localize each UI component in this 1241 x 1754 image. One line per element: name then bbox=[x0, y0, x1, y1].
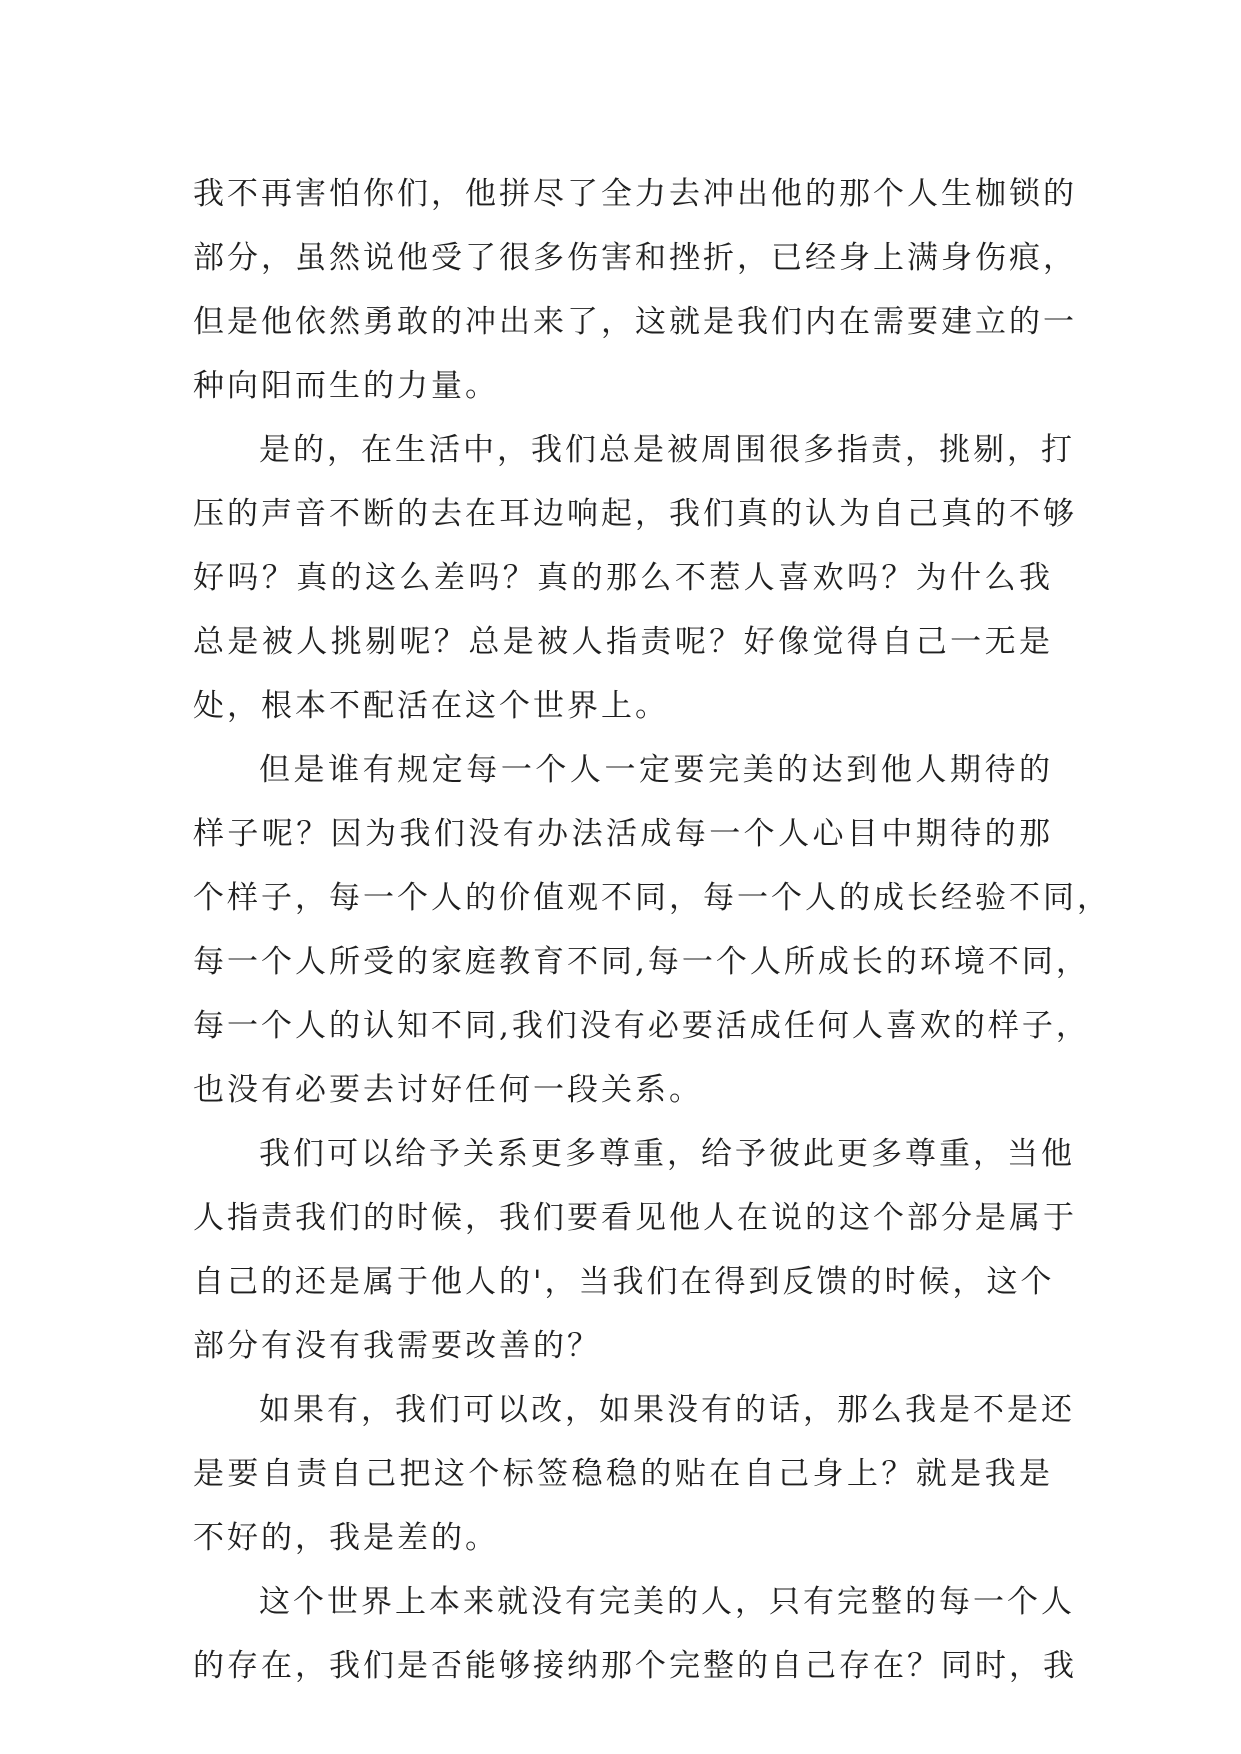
paragraph-first-line: 如果有，我们可以改，如果没有的话，那么我是不是还 bbox=[259, 1392, 1075, 1428]
text-line: 好吗？真的这么差吗？真的那么不惹人喜欢吗？为什么我 bbox=[193, 560, 1053, 596]
text-line: 我不再害怕你们，他拼尽了全力去冲出他的那个人生枷锁的 bbox=[193, 176, 1077, 212]
text-line: 部分，虽然说他受了很多伤害和挫折，已经身上满身伤痕， bbox=[193, 240, 1077, 276]
text-line: 但是他依然勇敢的冲出来了，这就是我们内在需要建立的一 bbox=[193, 304, 1077, 340]
paragraph-first-line: 我们可以给予关系更多尊重，给予彼此更多尊重，当他 bbox=[259, 1136, 1075, 1172]
text-line: 处，根本不配活在这个世界上。 bbox=[193, 688, 669, 724]
text-line: 每一个人的认知不同,我们没有必要活成任何人喜欢的样子， bbox=[193, 1008, 1090, 1044]
text-line: 个样子，每一个人的价值观不同，每一个人的成长经验不同， bbox=[193, 880, 1111, 916]
paragraph-first-line: 是的，在生活中，我们总是被周围很多指责，挑剔，打 bbox=[259, 432, 1075, 468]
text-line: 的存在，我们是否能够接纳那个完整的自己存在？同时，我 bbox=[193, 1648, 1077, 1684]
text-line: 每一个人所受的家庭教育不同,每一个人所成长的环境不同， bbox=[193, 944, 1090, 980]
text-line: 种向阳而生的力量。 bbox=[193, 368, 499, 404]
text-line: 总是被人挑剔呢？总是被人指责呢？好像觉得自己一无是 bbox=[193, 624, 1053, 660]
paragraph-first-line: 但是谁有规定每一个人一定要完美的达到他人期待的 bbox=[259, 752, 1053, 788]
text-line: 不好的，我是差的。 bbox=[193, 1520, 499, 1556]
document-body-text bbox=[193, 162, 1111, 1698]
text-line: 也没有必要去讨好任何一段关系。 bbox=[193, 1072, 703, 1108]
text-line: 人指责我们的时候，我们要看见他人在说的这个部分是属于 bbox=[193, 1200, 1077, 1236]
text-line: 压的声音不断的去在耳边响起，我们真的认为自己真的不够 bbox=[193, 496, 1077, 532]
paragraph-first-line: 这个世界上本来就没有完美的人，只有完整的每一个人 bbox=[259, 1584, 1075, 1620]
text-line: 自己的还是属于他人的'，当我们在得到反馈的时候，这个 bbox=[193, 1264, 1055, 1300]
text-line: 样子呢？因为我们没有办法活成每一个人心目中期待的那 bbox=[193, 816, 1053, 852]
text-line: 部分有没有我需要改善的？ bbox=[193, 1328, 601, 1364]
text-line: 是要自责自己把这个标签稳稳的贴在自己身上？就是我是 bbox=[193, 1456, 1053, 1492]
